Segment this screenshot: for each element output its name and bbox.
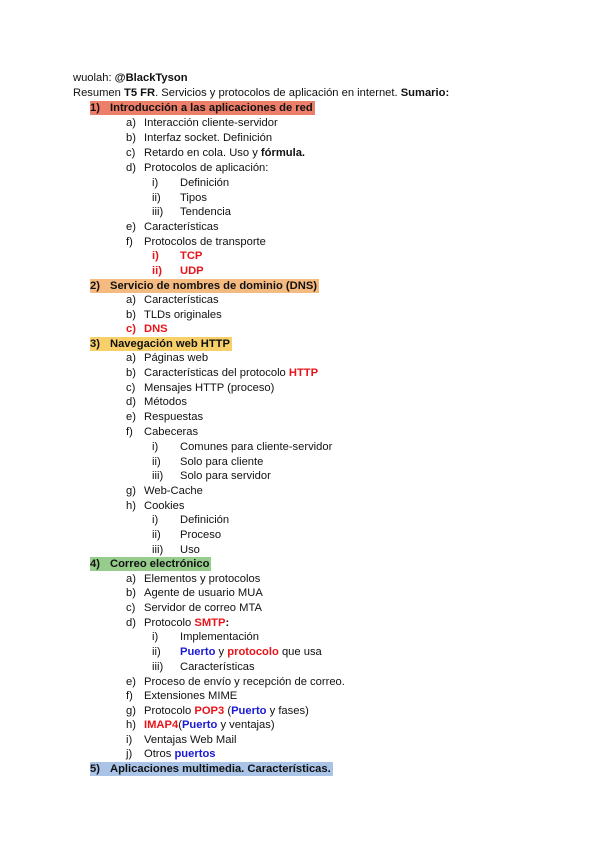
list-item-highlight: puertos	[174, 748, 216, 760]
list-marker: b)	[126, 587, 136, 599]
section-number: 5)	[90, 763, 100, 775]
list-item	[126, 747, 216, 761]
sub-list-item	[152, 528, 221, 542]
list-item-text: UDP	[180, 265, 204, 277]
list-marker: ii)	[152, 265, 162, 277]
summary-label: Sumario:	[400, 87, 450, 99]
section-5-heading	[90, 762, 333, 776]
sub-list-item	[152, 455, 263, 469]
list-item-punct: :	[225, 617, 230, 629]
list-item-text: Cabeceras	[144, 426, 199, 438]
list-item-highlight: POP3	[194, 705, 225, 717]
sub-list-item	[152, 543, 200, 557]
list-item-text: Agente de usuario MUA	[144, 587, 263, 599]
sub-list-item	[152, 630, 259, 644]
list-item	[126, 601, 262, 615]
list-item-text: Páginas web	[144, 352, 209, 364]
list-item-text: Extensiones MIME	[144, 690, 238, 702]
list-item	[126, 425, 198, 439]
list-marker: a)	[126, 294, 136, 306]
section-title: Introducción a las aplicaciones de red	[110, 102, 313, 114]
list-marker: b)	[126, 367, 136, 379]
list-marker: e)	[126, 411, 136, 423]
section-number: 3)	[90, 338, 100, 350]
sub-list-item	[152, 249, 202, 263]
list-marker: a)	[126, 352, 136, 364]
list-marker: i)	[152, 177, 159, 189]
list-item-text: Métodos	[144, 396, 187, 408]
list-item-text: Ventajas Web Mail	[144, 734, 237, 746]
list-marker: i)	[126, 734, 133, 746]
list-item-text: Mensajes HTTP (proceso)	[144, 382, 275, 394]
list-item-text: Protocolos de aplicación:	[144, 162, 269, 174]
sub-list-item	[152, 513, 229, 527]
list-item-text: DNS	[144, 323, 168, 335]
list-item	[126, 131, 272, 145]
list-item-text: Implementación	[180, 631, 259, 643]
list-item-text: (	[224, 705, 232, 717]
list-item-text: Tipos	[180, 192, 207, 204]
list-item	[126, 586, 263, 600]
list-marker: c)	[126, 147, 136, 159]
sub-list-item	[152, 205, 231, 219]
section-2-heading	[90, 279, 319, 293]
author-handle: @BlackTyson	[114, 72, 188, 84]
list-item-highlight: SMTP	[194, 617, 226, 629]
list-item	[126, 484, 203, 498]
list-item	[126, 308, 222, 322]
list-item-text: Solo para servidor	[180, 470, 271, 482]
list-item-text: Proceso	[180, 529, 222, 541]
list-marker: h)	[126, 719, 136, 731]
list-item-text: Definición	[180, 514, 230, 526]
list-item-highlight: HTTP	[288, 367, 319, 379]
list-marker: g)	[126, 485, 136, 497]
list-item	[126, 293, 219, 307]
list-item	[126, 733, 236, 747]
list-item-text: Protocolo	[144, 705, 195, 717]
summary-line	[73, 86, 449, 100]
list-item-highlight: Puerto	[181, 719, 218, 731]
section-number: 4)	[90, 558, 100, 570]
list-marker: f)	[126, 236, 133, 248]
list-item-highlight: protocolo	[227, 646, 279, 658]
list-item	[126, 235, 266, 249]
list-item-text: Servidor de correo MTA	[144, 602, 262, 614]
list-item-text: que usa	[278, 646, 322, 658]
list-item-bold: fórmula.	[260, 147, 306, 159]
list-item-text: Uso	[180, 544, 200, 556]
list-item	[126, 116, 278, 130]
list-marker: c)	[126, 602, 136, 614]
list-marker: a)	[126, 117, 136, 129]
list-marker: g)	[126, 705, 136, 717]
list-item-text: Retardo en cola. Uso y	[144, 147, 261, 159]
list-marker: d)	[126, 162, 136, 174]
sub-list-item	[152, 440, 332, 454]
list-marker: f)	[126, 690, 133, 702]
section-number: 2)	[90, 280, 100, 292]
list-marker: ii)	[152, 192, 161, 204]
list-item	[126, 704, 309, 718]
list-item-text: Otros	[144, 748, 175, 760]
list-item-text: Características	[144, 294, 219, 306]
list-item	[126, 322, 168, 336]
summary-prefix: Resumen	[73, 87, 124, 99]
list-item-text: Características	[180, 661, 255, 673]
list-marker: ii)	[152, 456, 161, 468]
list-item	[126, 675, 345, 689]
list-item	[126, 351, 208, 365]
list-marker: iii)	[152, 470, 164, 482]
list-item-text: y fases)	[266, 705, 309, 717]
list-item-text: (	[178, 719, 182, 731]
list-marker: i)	[152, 250, 159, 262]
list-marker: h)	[126, 500, 136, 512]
list-item-text: Características	[144, 221, 219, 233]
list-item-text: Definición	[180, 177, 230, 189]
list-item-text: y	[215, 646, 228, 658]
list-item-highlight: Puerto	[180, 646, 216, 658]
author-line	[73, 71, 188, 85]
author-prefix: wuolah:	[73, 72, 115, 84]
summary-text: . Servicios y protocolos de aplicación en internet.	[155, 87, 401, 99]
list-item-text: y ventajas)	[217, 719, 275, 731]
list-item-text: Comunes para cliente-servidor	[180, 441, 333, 453]
list-item-text: Tendencia	[180, 206, 232, 218]
list-item-text: Interacción cliente-servidor	[144, 117, 278, 129]
list-item	[126, 616, 229, 630]
section-title: Navegación web HTTP	[110, 338, 230, 350]
section-title: Aplicaciones multimedia. Características.	[110, 763, 331, 775]
list-marker: a)	[126, 573, 136, 585]
list-marker: i)	[152, 441, 159, 453]
sub-list-item	[152, 645, 322, 659]
list-item	[126, 395, 187, 409]
list-marker: i)	[152, 631, 159, 643]
section-3-heading	[90, 337, 232, 351]
list-item-text: TCP	[180, 250, 203, 262]
section-4-heading	[90, 557, 211, 571]
list-item-text: Características del protocolo	[144, 367, 289, 379]
list-item	[126, 161, 268, 175]
list-item-text: TLDs originales	[144, 309, 222, 321]
list-marker: f)	[126, 426, 133, 438]
list-item	[126, 220, 219, 234]
list-marker: c)	[126, 382, 136, 394]
list-marker: b)	[126, 132, 136, 144]
list-item	[126, 381, 274, 395]
list-marker: d)	[126, 396, 136, 408]
summary-code: T5 FR	[124, 87, 156, 99]
list-marker: i)	[152, 514, 159, 526]
list-item-text: Cookies	[144, 500, 185, 512]
list-marker: e)	[126, 221, 136, 233]
list-item	[126, 146, 305, 160]
list-marker: iii)	[152, 544, 164, 556]
list-marker: iii)	[152, 206, 164, 218]
list-item-text: Respuestas	[144, 411, 204, 423]
list-item-text: Solo para cliente	[180, 456, 264, 468]
list-item	[126, 689, 237, 703]
sub-list-item	[152, 191, 207, 205]
list-item	[126, 499, 184, 513]
list-item-text: Elementos y protocolos	[144, 573, 261, 585]
list-item-highlight: IMAP4	[144, 719, 179, 731]
list-marker: iii)	[152, 661, 164, 673]
sub-list-item	[152, 660, 255, 674]
list-item-text: Web-Cache	[144, 485, 203, 497]
list-item-text: Interfaz socket. Definición	[144, 132, 273, 144]
list-marker: ii)	[152, 529, 161, 541]
section-title: Servicio de nombres de dominio (DNS)	[110, 280, 318, 292]
list-marker: d)	[126, 617, 136, 629]
list-item-highlight: Puerto	[231, 705, 267, 717]
section-1-heading	[90, 101, 315, 115]
list-marker: b)	[126, 309, 136, 321]
list-marker: e)	[126, 676, 136, 688]
list-item	[126, 718, 275, 732]
list-marker: ii)	[152, 646, 161, 658]
sub-list-item	[152, 469, 271, 483]
list-marker: j)	[126, 748, 133, 760]
list-marker: c)	[126, 323, 136, 335]
section-number: 1)	[90, 102, 100, 114]
list-item	[126, 366, 318, 380]
list-item-text: Protocolos de transporte	[144, 236, 266, 248]
sub-list-item	[152, 264, 204, 278]
section-title: Correo electrónico	[110, 558, 210, 570]
list-item-text: Proceso de envío y recepción de correo.	[144, 676, 345, 688]
list-item	[126, 410, 203, 424]
sub-list-item	[152, 176, 229, 190]
list-item-text: Protocolo	[144, 617, 195, 629]
list-item	[126, 572, 260, 586]
